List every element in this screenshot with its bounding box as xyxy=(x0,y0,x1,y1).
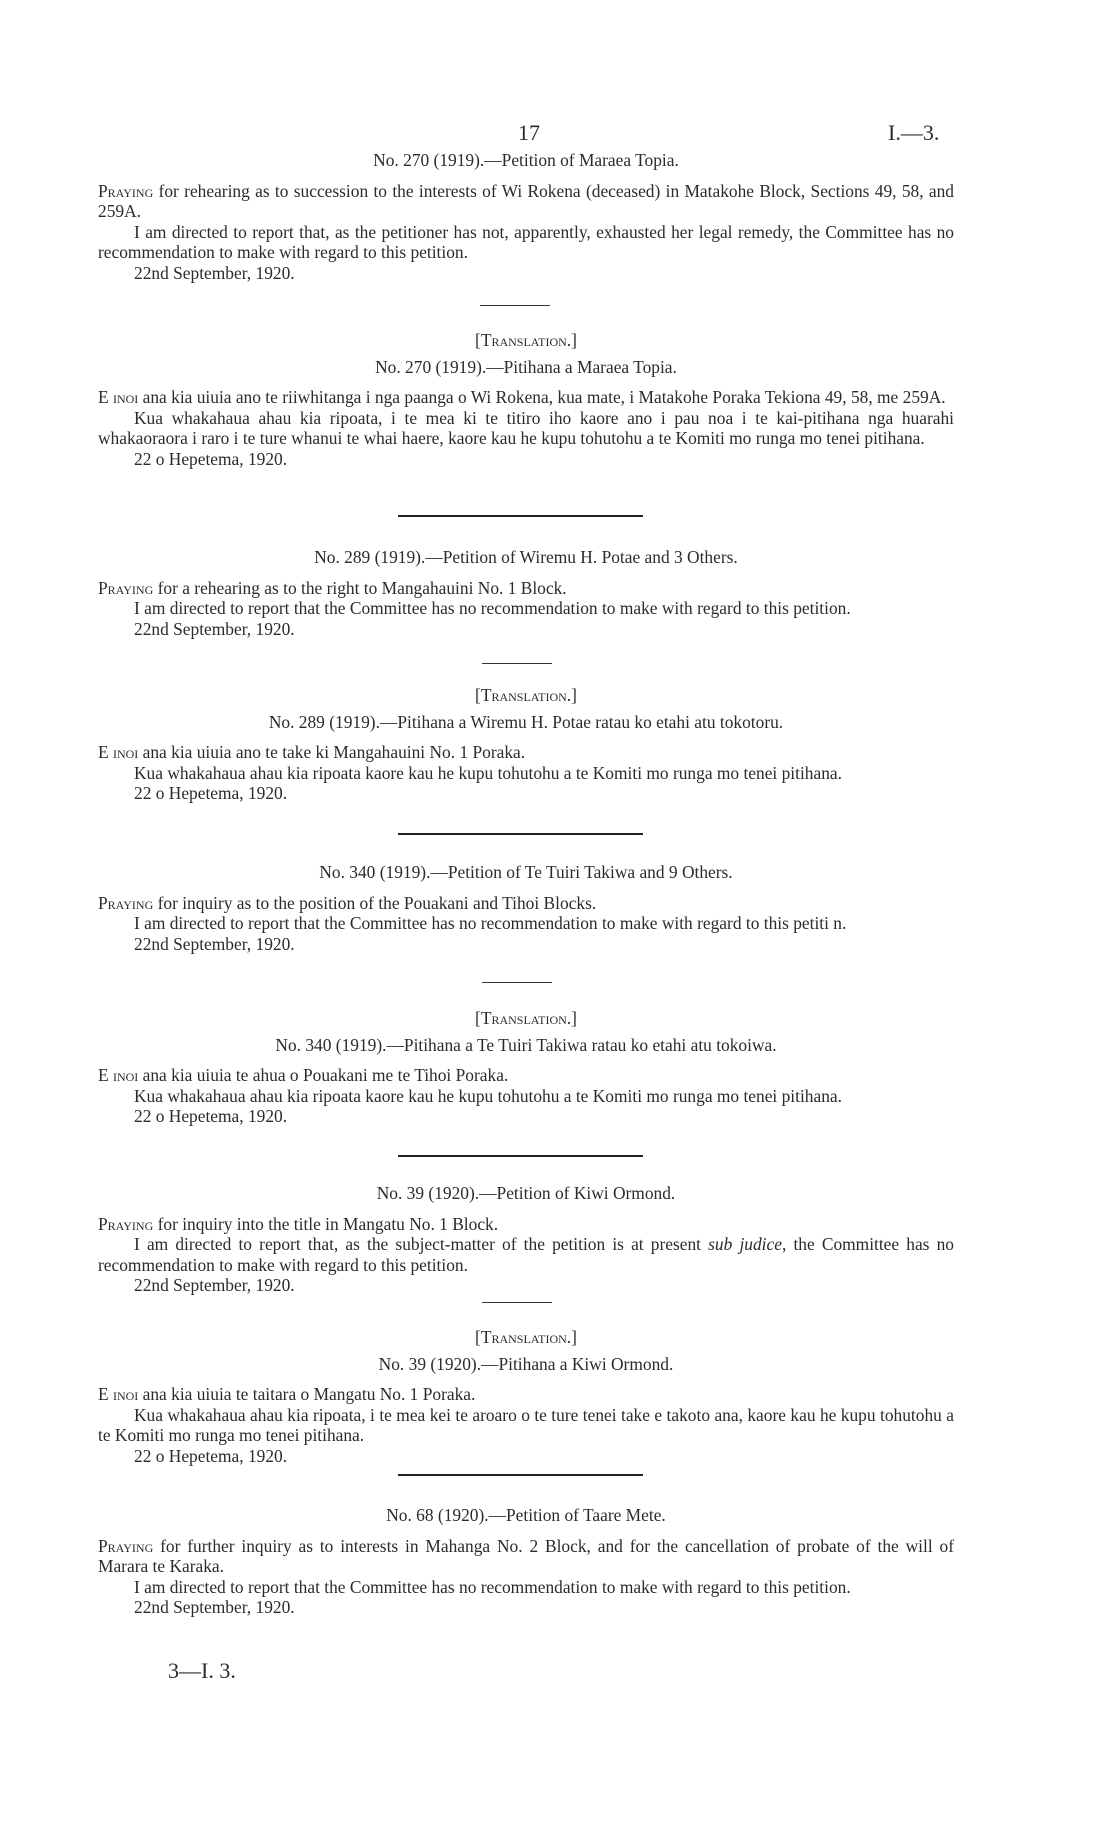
separator-rule xyxy=(398,1474,643,1476)
translation-section xyxy=(98,1327,954,1466)
praying-lead: E inoi xyxy=(98,1065,139,1085)
report-text: Kua whakahaua ahau kia ripoata kaore kau he kupu tohutohu a te Komiti mo runga mo tenei pitihana. xyxy=(134,1085,842,1106)
report-text-part: , the Committee has no recommendation to make with regard to this petition. xyxy=(98,1234,954,1275)
translation-section xyxy=(98,330,954,469)
report-date: 22nd September, 1920. xyxy=(134,618,295,639)
petition-title: No. 289 (1919).—Pitihana a Wiremu H. Potae ratau ko etahi atu tokotoru. xyxy=(268,711,784,732)
petition-section xyxy=(98,547,954,639)
praying-lead: E inoi xyxy=(98,742,139,762)
sub-judice-text: sub judice xyxy=(708,1234,782,1254)
report-text: I am directed to report that, as the petitioner has not, apparently, exhausted her legal remedy, the Committee has no recommendation to make with regard to this petition. xyxy=(98,221,954,262)
report-text: Kua whakahaua ahau kia ripoata, i te mea kei te aroaro o te ture tenei take e takoto ana, kaore kau he kupu tohutohu a te Komiti mo runga mo tenei pitihana. xyxy=(98,1404,954,1445)
petition-title: No. 289 (1919).—Petition of Wiremu H. Potae and 3 Others. xyxy=(314,547,738,567)
separator-rule xyxy=(482,982,552,983)
report-date: 22 o Hepetema, 1920. xyxy=(134,1106,288,1126)
separator-rule xyxy=(398,1155,643,1157)
report-text: I am directed to report that the Committee has no recommendation to make with regard to this petition. xyxy=(134,598,851,618)
praying-lead: Praying xyxy=(98,1213,154,1234)
praying-text: ana kia uiuia ano te riiwhitanga i nga paanga o Wi Rokena, kua mate, i Matakohe Poraka Tekiona 49, 58, me 259A. xyxy=(138,387,946,407)
petition-section xyxy=(98,1505,954,1618)
page-number: 17 xyxy=(518,120,540,145)
petition-section xyxy=(98,1183,954,1296)
report-date: 22 o Hepetema, 1920. xyxy=(134,448,288,469)
printer-signature: 3—I. 3. xyxy=(168,1658,236,1683)
petition-title: No. 39 (1920).—Petition of Kiwi Ormond. xyxy=(376,1183,676,1203)
report-date: 22nd September, 1920. xyxy=(134,1597,295,1617)
report-text: I am directed to report that the Committee has no recommendation to make with regard to this petition. xyxy=(134,1576,851,1597)
petition-section xyxy=(98,150,954,283)
petition-title: No. 270 (1919).—Pitihana a Maraea Topia. xyxy=(375,356,677,377)
praying-text: ana kia uiuia te taitara o Mangatu No. 1 Poraka. xyxy=(138,1384,476,1404)
separator-rule xyxy=(482,1302,552,1303)
separator-rule xyxy=(398,515,643,517)
praying-text: for inquiry as to the position of the Pouakani and Tihoi Blocks. xyxy=(153,892,597,913)
praying-text: ana kia uiuia ano te take ki Mangahauini No. 1 Poraka. xyxy=(138,742,526,762)
translation-label: [Translation.] xyxy=(475,330,577,350)
praying-text: for inquiry into the title in Mangatu No. 1 Block. xyxy=(153,1213,499,1234)
petition-title: No. 270 (1919).—Petition of Maraea Topia. xyxy=(373,150,679,170)
petition-title: No. 340 (1919).—Pitihana a Te Tuiri Takiwa ratau ko etahi atu tokoiwa. xyxy=(275,1034,777,1055)
praying-text: for a rehearing as to the right to Mangahauini No. 1 Block. xyxy=(153,577,567,598)
praying-text: ana kia uiuia te ahua o Pouakani me te Tihoi Poraka. xyxy=(138,1065,509,1085)
praying-lead: Praying xyxy=(98,180,154,201)
separator-rule xyxy=(480,305,550,306)
praying-lead: E inoi xyxy=(98,1384,139,1404)
report-text: Kua whakahaua ahau kia ripoata kaore kau he kupu tohutohu a te Komiti mo runga mo tenei pitihana. xyxy=(134,762,842,783)
document-reference: I.—3. xyxy=(888,120,940,145)
petition-title: No. 68 (1920).—Petition of Taare Mete. xyxy=(386,1505,666,1525)
report-text: Kua whakahaua ahau kia ripoata, i te mea ki te titiro iho kaore ano i pau noa i te kai-pitihana nga huarahi whakaoraora i raro i te ture whanui te whai haere, kaore kau he kupu tohutohu a te Komiti mo runga mo tenei pitihana. xyxy=(98,407,954,448)
report-date: 22nd September, 1920. xyxy=(134,933,295,954)
praying-text: for rehearing as to succession to the interests of Wi Rokena (deceased) in Matakohe Block, Sections 49, 58, and 259A. xyxy=(98,180,954,221)
translation-label: [Translation.] xyxy=(475,1008,577,1028)
report-text: I am directed to report that the Committee has no recommendation to make with regard to this petiti n. xyxy=(134,913,847,933)
petition-title: No. 39 (1920).—Pitihana a Kiwi Ormond. xyxy=(378,1353,674,1374)
separator-rule xyxy=(482,663,552,664)
praying-text: for further inquiry as to interests in Mahanga No. 2 Block, and for the cancellation of probate of the will of Marara te Karaka. xyxy=(98,1535,954,1576)
report-text-part: I am directed to report that, as the subject-matter of the petition is at present xyxy=(134,1234,709,1254)
report-date: 22 o Hepetema, 1920. xyxy=(134,783,288,803)
petition-title: No. 340 (1919).—Petition of Te Tuiri Takiwa and 9 Others. xyxy=(319,862,733,882)
translation-section xyxy=(98,1008,954,1127)
praying-lead: Praying xyxy=(98,1535,154,1556)
report-date: 22nd September, 1920. xyxy=(134,1275,295,1295)
separator-rule xyxy=(398,833,643,835)
report-date: 22nd September, 1920. xyxy=(134,262,295,283)
translation-label: [Translation.] xyxy=(475,685,577,705)
praying-lead: E inoi xyxy=(98,387,139,407)
translation-label: [Translation.] xyxy=(475,1327,577,1347)
petition-section xyxy=(98,862,954,954)
report-date: 22 o Hepetema, 1920. xyxy=(134,1445,288,1466)
praying-lead: Praying xyxy=(98,892,154,913)
report-text xyxy=(98,1234,954,1275)
praying-lead: Praying xyxy=(98,577,154,598)
translation-section xyxy=(98,685,954,804)
